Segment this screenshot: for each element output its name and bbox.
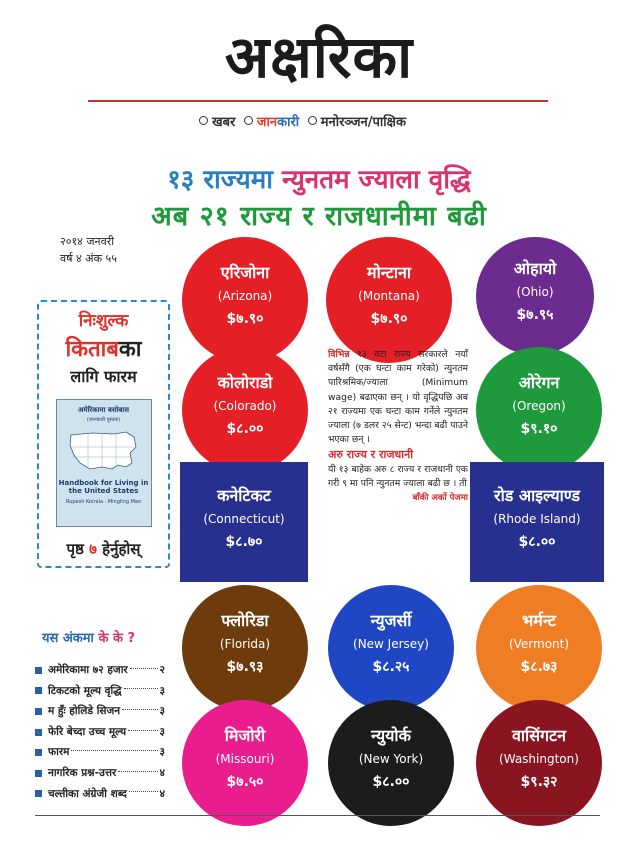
bullet-icon (199, 116, 208, 125)
state-name: कोलोराडो (217, 373, 273, 392)
masthead-rule (88, 100, 548, 102)
state-badge-oregon (476, 347, 602, 473)
book-en-title: Handbook for Living in the United States (58, 479, 149, 495)
state-name-en: (Oregon) (512, 399, 566, 413)
state-name: भर्मन्ट (522, 611, 556, 630)
state-name-en: (Rhode Island) (493, 512, 581, 526)
headline-subject: न्युनतम ज्याला वृद्धि (282, 165, 471, 195)
article-subhead: अरु राज्य र राजधानी (328, 448, 414, 462)
state-name-en: (Vermont) (508, 637, 570, 651)
state-badge-arizona (182, 237, 308, 363)
article-continued-link[interactable]: बाँकी अर्को पेजमा (412, 493, 468, 504)
article-body2: यी १३ बाहेक अरु ८ राज्य र राजधानी एक गरी ९ मा पनि न्युनतम ज्याला बढी छ । ती (328, 463, 468, 489)
toc-title: यस अंकमा के के ? (42, 631, 136, 646)
issue-info (60, 233, 117, 267)
state-name: वासिंगटन (512, 726, 566, 745)
issue-volume: वर्ष ४ अंक ५५ (60, 252, 117, 265)
state-wage: $९.१० (520, 421, 558, 437)
bullet-square-icon (35, 667, 42, 674)
state-name-en: (Colorado) (213, 399, 277, 413)
tagline-entertainment: मनोरञ्जन/पाक्षिक (320, 115, 406, 130)
toc-item[interactable]: नागरिक प्रश्न-उत्तर ४ (35, 763, 165, 784)
bullet-square-icon (35, 687, 42, 694)
offer-form-label: लागि फारम (70, 367, 137, 386)
toc-item[interactable]: फेरि बेच्दा उच्च मूल्य ३ (35, 722, 165, 743)
state-name-en: (Connecticut) (203, 512, 285, 526)
state-badge-colorado (182, 347, 308, 473)
bullet-square-icon (35, 770, 42, 777)
state-name: कनेटिकट (217, 486, 271, 505)
state-badge-vermont (476, 585, 602, 711)
state-name: फ्लोरिडा (221, 611, 269, 630)
state-wage: $८.०० (518, 534, 556, 550)
free-book-offer[interactable] (37, 300, 170, 568)
state-badge-montana (326, 237, 452, 363)
bullet-square-icon (35, 708, 42, 715)
book-authors: Rupesh Koirala · Mingling Mao (65, 499, 142, 505)
state-name: रोड आइल्याण्ड (494, 486, 580, 505)
issue-date: २०१४ जनवरी (60, 235, 115, 248)
state-badge-washington (476, 700, 602, 826)
footer-rule (35, 815, 600, 816)
state-name-en: (Missouri) (215, 752, 275, 766)
bullet-square-icon (35, 790, 42, 797)
state-name-en: (Montana) (358, 289, 420, 303)
state-wage: $८.२५ (372, 659, 410, 675)
state-name: ओरेगन (518, 373, 560, 392)
article-lead: विभिन्न (328, 349, 350, 360)
headline-line2: अब २१ राज्य र राजधानीमा बढी (151, 201, 487, 232)
state-wage: $८.०० (226, 421, 264, 437)
offer-book-label: किताबका (65, 337, 142, 362)
toc-item[interactable]: चल्तीका अंग्रेजी शब्द ४ (35, 784, 165, 805)
us-map-icon (68, 429, 140, 473)
toc-item[interactable]: फारम ३ (35, 742, 165, 763)
headline-line1 (0, 160, 638, 196)
state-name-en: (New Jersey) (353, 637, 429, 651)
tagline (195, 112, 406, 130)
state-name-en: (Arizona) (217, 289, 273, 303)
book-title: अमेरिकामा बसोबास (78, 406, 129, 414)
book-subtitle: (जानकारी पुस्तक) (86, 417, 121, 423)
bullet-icon (244, 116, 253, 125)
masthead-title: अक्षरिका (224, 23, 414, 91)
offer-page-ref: पृष्ठ ७ हेर्नुहोस् (66, 540, 141, 558)
state-name: न्युजर्सी (370, 611, 412, 630)
state-wage: $८.७० (225, 534, 263, 550)
state-name: ओहायो (513, 259, 557, 278)
offer-free-label: निःशुल्क (78, 311, 129, 331)
state-wage: $७.९३ (226, 659, 264, 675)
state-wage: $९.३२ (520, 774, 558, 790)
state-name: मिजोरी (224, 726, 266, 745)
state-badge-ohio (476, 237, 594, 355)
state-wage: $८.०० (372, 774, 410, 790)
state-wage: $७.९० (370, 311, 408, 327)
tagline-info-b: कारी (277, 115, 300, 130)
tagline-news: खबर (212, 115, 236, 130)
book-cover-image (56, 399, 152, 527)
bullet-icon (308, 116, 317, 125)
state-name-en: (Ohio) (516, 285, 554, 299)
state-name-en: (New York) (358, 752, 424, 766)
headline-count: १३ राज्यमा (167, 165, 273, 195)
state-badge-missouri (182, 700, 308, 826)
state-name: न्युयोर्क (371, 726, 411, 745)
state-wage: $७.९५ (516, 307, 554, 323)
state-name-en: (Florida) (219, 637, 271, 651)
state-name-en: (Washington) (499, 752, 579, 766)
state-badge-new-jersey (328, 585, 454, 711)
state-name: एरिजोना (220, 263, 270, 282)
state-wage: $७.५० (226, 774, 264, 790)
state-name: मोन्टाना (367, 263, 411, 282)
state-wage: $७.९० (226, 311, 264, 327)
toc-item[interactable]: म हुँः होलिडे सिजन ३ (35, 701, 165, 722)
state-badge-new-york (328, 700, 454, 826)
state-badge-florida (182, 585, 308, 711)
toc-item[interactable]: अमेरिकामा ७२ हजार २ (35, 660, 165, 681)
toc-item[interactable]: टिकटको मूल्य वृद्धि ३ (35, 681, 165, 702)
bullet-square-icon (35, 729, 42, 736)
table-of-contents (35, 660, 165, 804)
article-body: १३ वटा राज्य सरकारले नयाँ वर्षसँगै (एक घन्टा काम गरेको) न्युनतम पारिश्रमिक/ज्याला (Minimum wage) बढाएका छन् । यो वृद्धिपछि अब २१ राज्यमा एक घन्टा काम गर्नेले न्युनतम ज्याला (७ डलर २५ सेन्ट) भन्दा बढी पाउने भएका छन् । (328, 349, 469, 446)
state-wage: $८.७३ (520, 659, 558, 675)
tagline-info-a: जान (256, 115, 278, 130)
article-text (328, 348, 468, 505)
state-badge-connecticut (180, 462, 308, 582)
bullet-square-icon (35, 749, 42, 756)
state-badge-rhode-island (470, 462, 604, 582)
